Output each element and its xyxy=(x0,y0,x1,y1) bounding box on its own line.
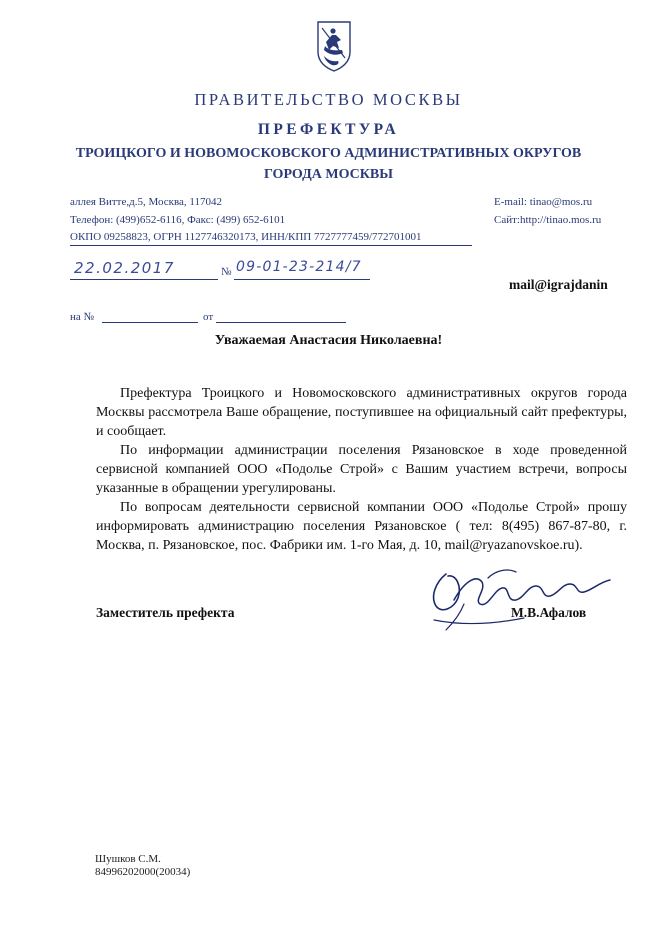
handwritten-signature xyxy=(424,560,614,635)
email-line: E-mail: tinao@mos.ru xyxy=(494,196,593,208)
executor-name: Шушков С.М. xyxy=(95,853,161,865)
reference-date-label: от xyxy=(203,311,214,323)
prefecture-title: ПРЕФЕКТУРА xyxy=(257,121,400,138)
site-line: Сайт:http://tinao.mos.ru xyxy=(494,214,602,226)
registration-number-label: № xyxy=(221,266,232,278)
city-title: ГОРОДА МОСКВЫ xyxy=(264,167,393,182)
registration-number: 09-01-23-214/7 xyxy=(236,259,362,275)
signatory-title: Заместитель префекта xyxy=(96,605,235,620)
letter-body xyxy=(96,384,627,555)
reference-date-blank xyxy=(216,322,346,323)
registration-number-underline xyxy=(234,279,370,280)
okrug-title: ТРОИЦКОГО И НОВОМОСКОВСКОГО АДМИНИСТРАТИВНЫХ ОКРУГОВ xyxy=(75,146,582,161)
salutation: Уважаемая Анастасия Николаевна! xyxy=(214,333,443,348)
phone-line: Телефон: (499)652-6116, Факс: (499) 652-6101 xyxy=(70,214,286,226)
signatory-name: М.В.Афалов xyxy=(511,605,587,620)
registration-date-underline xyxy=(70,279,218,280)
letter-paragraph: Префектура Троицкого и Новомосковского административных округов города Москвы рассмотрела Ваше обращение, поступившее на официальный сайт префектуры, и сообщает. xyxy=(96,386,627,439)
letter-paragraph: По вопросам деятельности сервисной компании ООО «Подолье Строй» прошу информировать администрацию поселения Рязановское ( тел: 8(495) 867-87-80, г. Москва, п. Рязановское, пос. Фабрики им. 1-го Мая, д. 10, mail@ryazanovskoe.ru). xyxy=(96,500,627,553)
codes-line: ОКПО 09258823, ОГРН 1127746320173, ИНН/КПП 7727777459/772701001 xyxy=(70,231,422,243)
reference-number-label: на № xyxy=(70,311,95,323)
recipient-address: mail@igrajdanin xyxy=(509,277,608,292)
reference-number-blank xyxy=(102,322,198,323)
government-title: ПРАВИТЕЛЬСТВО МОСКВЫ xyxy=(194,90,463,109)
executor-phone: 84996202000(20034) xyxy=(95,866,191,878)
registration-date: 22.02.2017 xyxy=(74,259,175,277)
address-line: аллея Витте,д.5, Москва, 117042 xyxy=(70,196,222,208)
moscow-coat-of-arms-icon xyxy=(316,20,352,72)
letter-paragraph: По информации администрации поселения Рязановское в ходе проведенной сервисной компанией ООО «Подолье Строй» с Вашим участием встречи, вопросы указанные в обращении урегулированы. xyxy=(96,443,627,496)
requisites-divider xyxy=(70,245,472,246)
